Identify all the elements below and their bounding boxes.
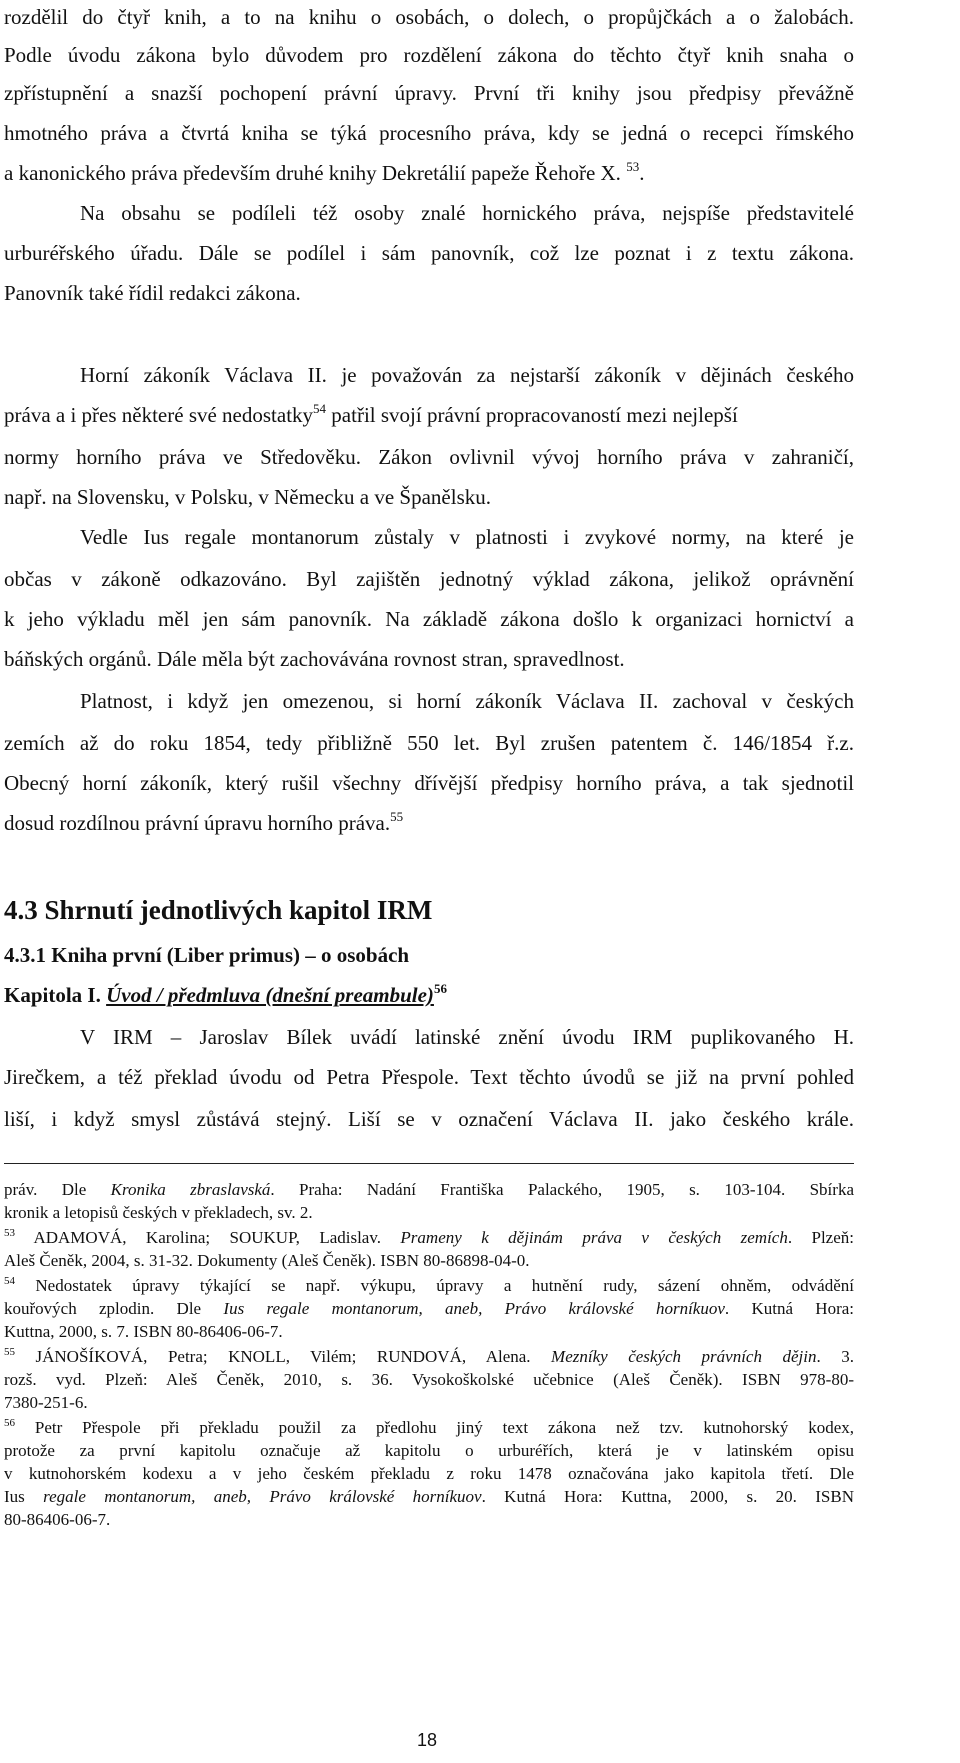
footnote-text: kouřových zplodin. Dle (4, 1299, 224, 1318)
chapter-prefix: Kapitola I. (4, 983, 101, 1007)
body-line: zemích až do roku 1854, tedy přibližně 550 let. Byl zrušen patentem č. 146/1854 ř.z. (4, 731, 854, 755)
footnote-title: Mezníky českých právních dějin (551, 1347, 817, 1366)
footnote-ref-54: 54 (313, 401, 327, 416)
footnote-text: . Kutná Hora: (724, 1299, 855, 1318)
body-line: Vedle Ius regale montanorum zůstaly v platnosti i zvykové normy, na které je (80, 525, 854, 549)
body-line: Jirečkem, a též překlad úvodu od Petra Přespole. Text těchto úvodů se již na první pohled (4, 1065, 854, 1089)
footnote-text: JÁNOŠÍKOVÁ, Petra; KNOLL, Vilém; RUNDOVÁ, Alena. (15, 1347, 552, 1366)
footnote-title: regale montanorum, aneb, Právo královské horníkuov (43, 1487, 482, 1506)
footnote-56 (4, 1416, 854, 1439)
body-line: hmotného práva a čtvrtá kniha se týká procesního práva, kdy se jedná o recepci římského (4, 121, 854, 145)
body-line: V IRM – Jaroslav Bílek uvádí latinské znění úvodu IRM puplikovaného H. (80, 1025, 854, 1049)
body-line: liší, i když smysl zůstává stejný. Liší se v označení Václava II. jako českého krále. (4, 1107, 854, 1131)
body-text: a kanonického práva především druhé knihy Dekretálií papeže Řehoře X. (4, 161, 621, 185)
footnote-line: rozš. vyd. Plzeň: Aleš Čeněk, 2010, s. 36. Vysokoškolské učebnice (Aleš Čeněk). ISBN 978-80- (4, 1370, 854, 1389)
chapter-heading (4, 980, 854, 1010)
body-line: Obecný horní zákoník, který rušil všechny dřívější předpisy horního práva, a tak sjednotil (4, 771, 854, 795)
body-text: dosud rozdílnou právní úpravu horního práva. (4, 811, 391, 835)
footnote-line: Kuttna, 2000, s. 7. ISBN 80-86406-06-7. (4, 1322, 283, 1341)
footnote-line: v kutnohorském kodexu a v jeho českém překladu z roku 1478 označována jako kapitola třetí. Dle (4, 1464, 854, 1483)
footnote-54 (4, 1274, 854, 1297)
body-line (4, 400, 854, 430)
footnote-text: . Praha: Nadání Františka Palackého, 1905, s. 103-104. Sbírka (270, 1180, 854, 1199)
footnote-line: 80-86406-06-7. (4, 1510, 111, 1529)
footnote-number: 54 (4, 1275, 15, 1287)
subsection-heading: 4.3.1 Kniha první (Liber primus) – o osobách (4, 943, 410, 967)
footnote-text: Ius (4, 1487, 44, 1506)
footnote-line: kronik a letopisů českých v překladech, sv. 2. (4, 1203, 313, 1222)
footnote-text: Petr Přespole při překladu použil za předlohu jiný text zákona než tzv. kutnohorský kodex, (15, 1418, 854, 1437)
page-number: 18 (416, 1730, 438, 1750)
body-line: k jeho výkladu měl jen sám panovník. Na základě zákona došlo k organizaci hornictví a (4, 607, 854, 631)
footnote-line (4, 1297, 854, 1320)
body-line: báňských orgánů. Dále měla být zachovávána rovnost stran, spravedlnost. (4, 647, 625, 671)
footnote-line (4, 1178, 854, 1201)
footnote-ref-55: 55 (390, 809, 404, 824)
footnote-ref-56: 56 (433, 981, 447, 996)
chapter-title: Úvod / předmluva (dnešní preambule) (106, 983, 434, 1007)
section-heading: 4.3 Shrnutí jednotlivých kapitol IRM (4, 895, 433, 925)
body-line: např. na Slovensku, v Polsku, v Německu a ve Španělsku. (4, 485, 492, 509)
footnote-line (4, 1485, 854, 1508)
body-line: Horní zákoník Václava II. je považován za nejstarší zákoník v dějinách českého (80, 363, 854, 387)
body-text: práva a i přes některé své nedostatky (4, 403, 314, 427)
body-line: Na obsahu se podíleli též osoby znalé hornického práva, nejspíše představitelé (80, 201, 854, 225)
footnote-text: ADAMOVÁ, Karolina; SOUKUP, Ladislav. (15, 1228, 401, 1247)
footnote-separator (4, 1163, 854, 1164)
footnote-number: 53 (4, 1227, 15, 1239)
footnote-text: práv. Dle (4, 1180, 111, 1199)
footnote-line: 7380-251-6. (4, 1393, 88, 1412)
body-line: Podle úvodu zákona bylo důvodem pro rozdělení zákona do těchto čtyř knih snaha o (4, 43, 854, 67)
body-line: Platnost, i když jen omezenou, si horní zákoník Václava II. zachoval v českých (80, 689, 854, 713)
body-line: normy horního práva ve Středověku. Zákon ovlivnil vývoj horního práva v zahraničí, (4, 445, 854, 469)
body-line: Panovník také řídil redakci zákona. (4, 281, 301, 305)
body-line: občas v zákoně odkazováno. Byl zajištěn jednotný výklad zákona, jelikož oprávnění (4, 567, 854, 591)
footnote-text: . Plzeň: (787, 1228, 854, 1247)
footnote-title: Ius regale montanorum, aneb, Právo královské horníkuov (223, 1299, 725, 1318)
body-text: patřil svojí právní propracovaností mezi nejlepší (331, 403, 738, 427)
footnote-title: Prameny k dějinám práva v českých zemích (400, 1228, 788, 1247)
body-line (4, 808, 854, 838)
body-line: rozdělil do čtyř knih, a to na knihu o osobách, o dolech, o propůjčkách a o žalobách. (4, 5, 854, 29)
footnote-number: 56 (4, 1417, 15, 1429)
footnote-text: . 3. (816, 1347, 854, 1366)
body-line: urburéřského úřadu. Dále se podílel i sám panovník, což lze poznat i z textu zákona. (4, 241, 854, 265)
footnote-number: 55 (4, 1346, 15, 1358)
body-line: zpřístupnění a snazší pochopení právní úpravy. První tři knihy jsou předpisy převážně (4, 81, 854, 105)
footnote-title: Kronika zbraslavská (110, 1180, 271, 1199)
footnote-ref-53: 53 (626, 159, 640, 174)
body-text: . (639, 161, 645, 185)
footnote-line: protože za první kapitolu označuje až kapitolu o urburéřích, která je v latinském opisu (4, 1441, 854, 1460)
footnote-line: Aleš Čeněk, 2004, s. 31-32. Dokumenty (Aleš Čeněk). ISBN 80-86898-04-0. (4, 1251, 530, 1270)
footnote-text: . Kutná Hora: Kuttna, 2000, s. 20. ISBN (481, 1487, 854, 1506)
body-line (4, 158, 854, 188)
footnote-55 (4, 1345, 854, 1368)
footnote-53 (4, 1226, 854, 1249)
footnote-text: Nedostatek úpravy týkající se např. výkupu, úpravy a hutnění rudy, sázení ohněm, odvádění (15, 1276, 854, 1295)
